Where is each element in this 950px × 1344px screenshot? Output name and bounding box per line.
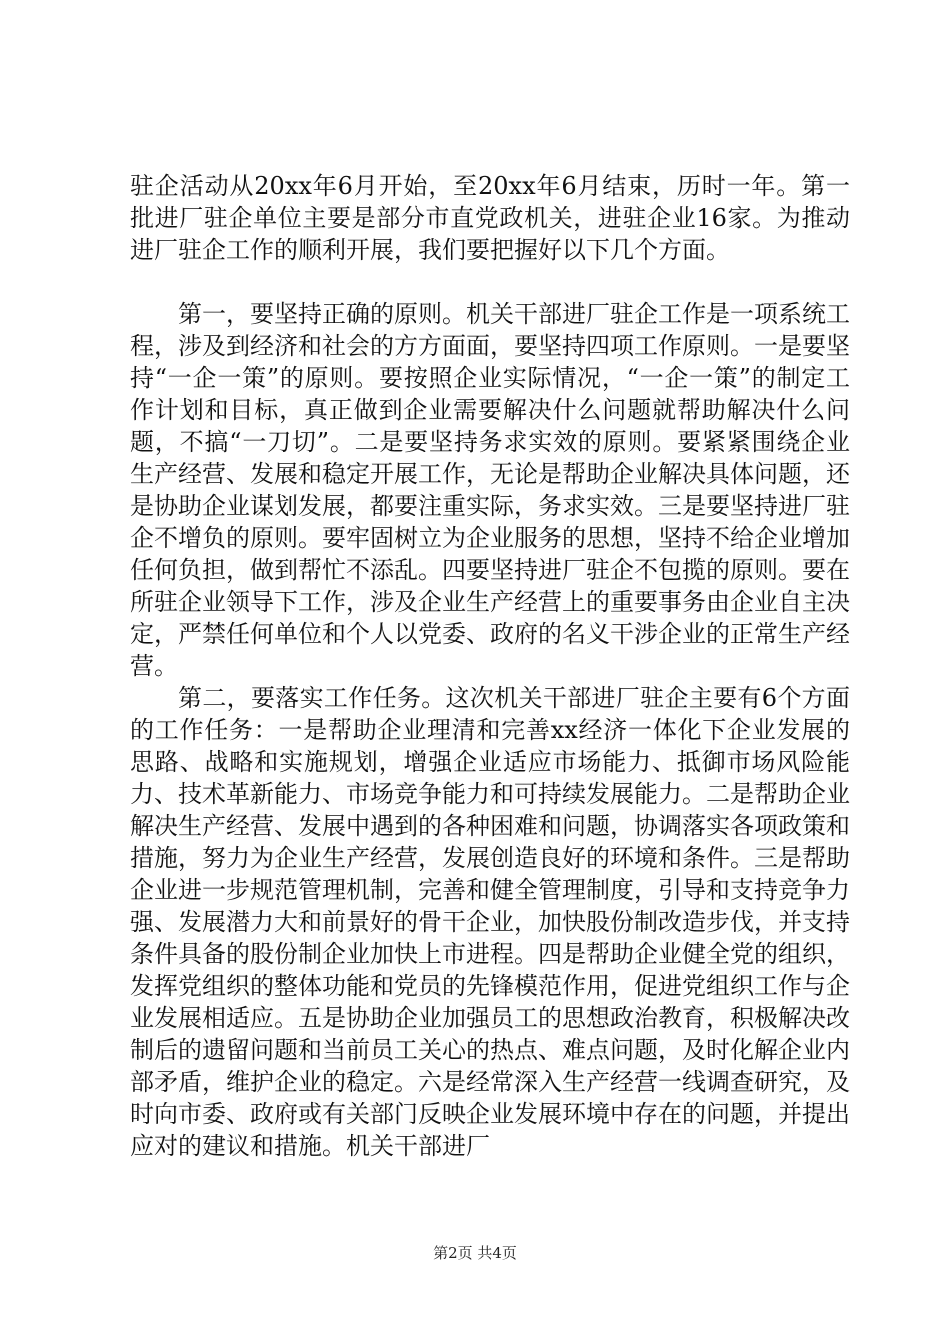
document-body xyxy=(130,170,850,1162)
principles-paragraph: 第一，要坚持正确的原则。机关干部进厂驻企工作是一项系统工程，涉及到经济和社会的方方面面，要坚持四项工作原则。一是要坚持“一企一策”的原则。要按照企业实际情况，“一企一策”的制定工作计划和目标，真正做到企业需要解决什么问题就帮助解决什么问题，不搞“一刀切”。二是要坚持务求实效的原则。要紧紧围绕企业生产经营、发展和稳定开展工作，无论是帮助企业解决具体问题，还是协助企业谋划发展，都要注重实际，务求实效。三是要坚持进厂驻企不增负的原则。要牢固树立为企业服务的思想，坚持不给企业增加任何负担，做到帮忙不添乱。四要坚持进厂驻企不包揽的原则。要在所驻企业领导下工作，涉及企业生产经营上的重要事务由企业自主决定，严禁任何单位和个人以党委、政府的名义干涉企业的正常生产经营。 xyxy=(130,300,850,680)
intro-paragraph: 驻企活动从20xx年6月开始，至20xx年6月结束，历时一年。第一批进厂驻企单位主要是部分市直党政机关，进驻企业16家。为推动进厂驻企工作的顺利开展，我们要把握好以下几个方面。 xyxy=(130,172,850,264)
page-number-footer: 第2页 共4页 xyxy=(433,1244,517,1262)
tasks-paragraph: 第二，要落实工作任务。这次机关干部进厂驻企主要有6个方面的工作任务：一是帮助企业理清和完善xx经济一体化下企业发展的思路、战略和实施规划，增强企业适应市场能力、抵御市场风险能力、技术革新能力、市场竞争能力和可持续发展能力。二是帮助企业解决生产经营、发展中遇到的各种困难和问题，协调落实各项政策和措施，努力为企业生产经营，发展创造良好的环境和条件。三是帮助企业进一步规范管理机制，完善和健全管理制度，引导和支持竞争力强、发展潜力大和前景好的骨干企业，加快股份制改造步伐，并支持条件具备的股份制企业加快上市进程。四是帮助企业健全党的组织，发挥党组织的整体功能和党员的先锋模范作用，促进党组织工作与企业发展相适应。五是协助企业加强员工的思想政治教育，积极解决改制后的遗留问题和当前员工关心的热点、难点问题，及时化解企业内部矛盾，维护企业的稳定。六是经常深入生产经营一线调查研究，及时向市委、政府或有关部门反映企业发展环境中存在的问题，并提出应对的建议和措施。机关干部进厂 xyxy=(130,684,850,1160)
